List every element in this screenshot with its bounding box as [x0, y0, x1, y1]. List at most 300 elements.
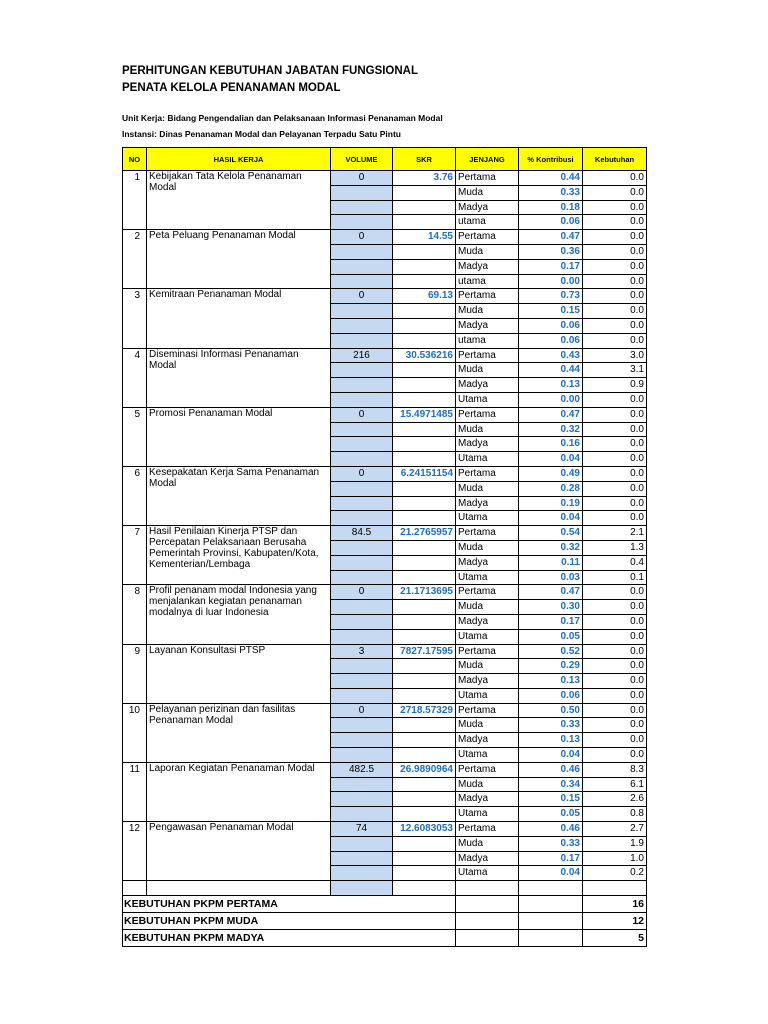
skr-cell [393, 733, 456, 748]
jenjang-cell: Madya [456, 792, 519, 807]
skr-cell [393, 570, 456, 585]
volume-cell [331, 688, 393, 703]
skr-cell: 6.24151154 [393, 466, 456, 481]
skr-cell [393, 614, 456, 629]
row-number: 9 [123, 644, 147, 703]
table-row [123, 585, 647, 600]
empty-cell [519, 881, 583, 896]
kebutuhan-cell: 0.0 [583, 703, 647, 718]
row-number: 3 [123, 289, 147, 348]
jenjang-cell: Pertama [456, 703, 519, 718]
jenjang-cell: Utama [456, 392, 519, 407]
kebutuhan-cell: 2.1 [583, 526, 647, 541]
skr-cell [393, 866, 456, 881]
volume-cell [331, 807, 393, 822]
kontribusi-cell: 0.73 [519, 289, 583, 304]
empty-cell [123, 881, 147, 896]
skr-cell: 7827.17595 [393, 644, 456, 659]
kebutuhan-cell: 0.0 [583, 748, 647, 763]
kebutuhan-cell: 0.0 [583, 629, 647, 644]
kontribusi-cell: 0.32 [519, 422, 583, 437]
skr-cell [393, 511, 456, 526]
kebutuhan-cell: 0.0 [583, 318, 647, 333]
hasil-kerja-cell: Laporan Kegiatan Penanaman Modal [147, 762, 331, 821]
kontribusi-cell: 0.13 [519, 378, 583, 393]
total-label: KEBUTUHAN PKPM MADYA [123, 930, 456, 947]
skr-cell [393, 378, 456, 393]
kontribusi-cell: 0.33 [519, 718, 583, 733]
row-number: 10 [123, 703, 147, 762]
volume-cell: 482.5 [331, 762, 393, 777]
skr-cell [393, 674, 456, 689]
kontribusi-cell: 0.19 [519, 496, 583, 511]
volume-cell: 0 [331, 703, 393, 718]
jenjang-cell: Muda [456, 481, 519, 496]
jenjang-cell: Madya [456, 851, 519, 866]
total-value: 12 [583, 913, 647, 930]
skr-cell [393, 244, 456, 259]
kontribusi-cell: 0.46 [519, 822, 583, 837]
jenjang-cell: Muda [456, 659, 519, 674]
jenjang-cell: Madya [456, 259, 519, 274]
row-number: 4 [123, 348, 147, 407]
skr-cell [393, 392, 456, 407]
skr-cell [393, 215, 456, 230]
empty-cell [519, 896, 583, 913]
table-row [123, 171, 647, 186]
kontribusi-cell: 0.44 [519, 363, 583, 378]
skr-cell [393, 274, 456, 289]
skr-cell: 12.6083053 [393, 822, 456, 837]
skr-cell [393, 452, 456, 467]
kebutuhan-cell: 0.0 [583, 200, 647, 215]
jenjang-cell: Pertama [456, 585, 519, 600]
table-row [123, 466, 647, 481]
jenjang-cell: Muda [456, 304, 519, 319]
volume-cell: 216 [331, 348, 393, 363]
skr-cell [393, 185, 456, 200]
table-body [123, 171, 647, 947]
kontribusi-cell: 0.17 [519, 851, 583, 866]
jenjang-cell: utama [456, 274, 519, 289]
hasil-kerja-cell: Pelayanan perizinan dan fasilitas Penanaman Modal [147, 703, 331, 762]
table-row [123, 644, 647, 659]
kebutuhan-cell: 0.0 [583, 230, 647, 245]
volume-cell [331, 333, 393, 348]
volume-cell [331, 511, 393, 526]
jenjang-cell: Utama [456, 452, 519, 467]
kontribusi-cell: 0.04 [519, 452, 583, 467]
kebutuhan-cell: 0.0 [583, 437, 647, 452]
instansi-label: Instansi: Dinas Penanaman Modal dan Pelayanan Terpadu Satu Pintu [122, 129, 401, 139]
volume-cell [331, 851, 393, 866]
skr-cell [393, 422, 456, 437]
skr-cell [393, 851, 456, 866]
total-row [123, 930, 647, 947]
total-label: KEBUTUHAN PKPM MUDA [123, 913, 456, 930]
volume-cell [331, 748, 393, 763]
kontribusi-cell: 0.03 [519, 570, 583, 585]
skr-cell [393, 318, 456, 333]
kebutuhan-cell: 8.3 [583, 762, 647, 777]
kontribusi-cell: 0.05 [519, 807, 583, 822]
table-row [123, 289, 647, 304]
skr-cell [393, 688, 456, 703]
jenjang-cell: utama [456, 333, 519, 348]
volume-cell [331, 244, 393, 259]
volume-cell [331, 200, 393, 215]
hasil-kerja-cell: Layanan Konsultasi PTSP [147, 644, 331, 703]
skr-cell: 21.2765957 [393, 526, 456, 541]
skr-cell [393, 629, 456, 644]
kontribusi-cell: 0.06 [519, 318, 583, 333]
volume-cell [331, 452, 393, 467]
kebutuhan-cell: 0.0 [583, 215, 647, 230]
kebutuhan-cell: 0.1 [583, 570, 647, 585]
jenjang-cell: Utama [456, 688, 519, 703]
skr-cell: 26.9890964 [393, 762, 456, 777]
skr-cell [393, 836, 456, 851]
header-kontribusi: % Kontribusi [519, 148, 583, 171]
jenjang-cell: Muda [456, 363, 519, 378]
kebutuhan-cell: 0.0 [583, 452, 647, 467]
jenjang-cell: Utama [456, 807, 519, 822]
kontribusi-cell: 0.32 [519, 540, 583, 555]
volume-cell [331, 274, 393, 289]
total-label: KEBUTUHAN PKPM PERTAMA [123, 896, 456, 913]
kebutuhan-cell: 3.1 [583, 363, 647, 378]
row-number: 12 [123, 822, 147, 881]
total-value: 16 [583, 896, 647, 913]
kontribusi-cell: 0.04 [519, 866, 583, 881]
kebutuhan-cell: 0.0 [583, 511, 647, 526]
header-no: NO [123, 148, 147, 171]
kebutuhan-cell: 0.0 [583, 422, 647, 437]
volume-cell: 0 [331, 289, 393, 304]
jenjang-cell: Pertama [456, 348, 519, 363]
kontribusi-cell: 0.18 [519, 200, 583, 215]
jenjang-cell: Madya [456, 555, 519, 570]
total-row [123, 913, 647, 930]
volume-cell [331, 318, 393, 333]
row-number: 1 [123, 171, 147, 230]
skr-cell [393, 600, 456, 615]
kontribusi-cell: 0.05 [519, 629, 583, 644]
table-row [123, 348, 647, 363]
volume-cell: 84.5 [331, 526, 393, 541]
empty-cell [393, 881, 456, 896]
kebutuhan-cell: 2.7 [583, 822, 647, 837]
table-row [123, 822, 647, 837]
volume-cell [331, 659, 393, 674]
kebutuhan-cell: 1.9 [583, 836, 647, 851]
skr-cell [393, 333, 456, 348]
table-row [123, 762, 647, 777]
volume-cell [331, 777, 393, 792]
kontribusi-cell: 0.44 [519, 171, 583, 186]
kontribusi-cell: 0.47 [519, 407, 583, 422]
kontribusi-cell: 0.15 [519, 792, 583, 807]
jenjang-cell: Pertama [456, 762, 519, 777]
empty-cell [519, 913, 583, 930]
hasil-kerja-cell: Pengawasan Penanaman Modal [147, 822, 331, 881]
jenjang-cell: Utama [456, 748, 519, 763]
unit-kerja-label: Unit Kerja: Bidang Pengendalian dan Pelaksanaan Informasi Penanaman Modal [122, 113, 443, 123]
hasil-kerja-cell: Kemitraan Penanaman Modal [147, 289, 331, 348]
hasil-kerja-cell: Profil penanam modal Indonesia yang menjalankan kegiatan penanaman modalnya di luar Indonesia [147, 585, 331, 644]
jenjang-cell: Pertama [456, 289, 519, 304]
kebutuhan-cell: 0.0 [583, 718, 647, 733]
skr-cell: 3.76 [393, 171, 456, 186]
header-volume: VOLUME [331, 148, 393, 171]
doc-title-line1: PERHITUNGAN KEBUTUHAN JABATAN FUNGSIONAL [122, 65, 419, 77]
kontribusi-cell: 0.47 [519, 585, 583, 600]
kontribusi-cell: 0.16 [519, 437, 583, 452]
jenjang-cell: utama [456, 215, 519, 230]
volume-cell [331, 555, 393, 570]
volume-cell [331, 866, 393, 881]
kebutuhan-cell: 0.0 [583, 659, 647, 674]
volume-cell [331, 259, 393, 274]
jenjang-cell: Muda [456, 540, 519, 555]
jenjang-cell: Madya [456, 614, 519, 629]
kebutuhan-cell: 6.1 [583, 777, 647, 792]
hasil-kerja-cell: Diseminasi Informasi Penanaman Modal [147, 348, 331, 407]
empty-cell [147, 881, 331, 896]
jenjang-cell: Madya [456, 378, 519, 393]
jenjang-cell: Madya [456, 437, 519, 452]
hasil-kerja-cell: Peta Peluang Penanaman Modal [147, 230, 331, 289]
jenjang-cell: Pertama [456, 822, 519, 837]
empty-cell [456, 930, 519, 947]
jenjang-cell: Muda [456, 777, 519, 792]
kontribusi-cell: 0.00 [519, 392, 583, 407]
skr-cell [393, 496, 456, 511]
kontribusi-cell: 0.04 [519, 748, 583, 763]
jenjang-cell: Utama [456, 866, 519, 881]
skr-cell [393, 259, 456, 274]
total-value: 5 [583, 930, 647, 947]
kontribusi-cell: 0.11 [519, 555, 583, 570]
kebutuhan-cell: 0.0 [583, 496, 647, 511]
jenjang-cell: Muda [456, 836, 519, 851]
kebutuhan-cell: 0.2 [583, 866, 647, 881]
kontribusi-cell: 0.06 [519, 333, 583, 348]
jenjang-cell: Pertama [456, 171, 519, 186]
table-row [123, 230, 647, 245]
kontribusi-cell: 0.47 [519, 230, 583, 245]
skr-cell [393, 481, 456, 496]
skr-cell: 14.55 [393, 230, 456, 245]
kebutuhan-cell: 0.0 [583, 244, 647, 259]
row-number: 11 [123, 762, 147, 821]
kebutuhan-cell: 0.0 [583, 274, 647, 289]
row-number: 5 [123, 407, 147, 466]
kontribusi-cell: 0.49 [519, 466, 583, 481]
kontribusi-cell: 0.46 [519, 762, 583, 777]
kontribusi-cell: 0.33 [519, 185, 583, 200]
skr-cell [393, 748, 456, 763]
kontribusi-cell: 0.34 [519, 777, 583, 792]
row-number: 7 [123, 526, 147, 585]
kebutuhan-cell: 0.8 [583, 807, 647, 822]
kebutuhan-cell: 0.0 [583, 289, 647, 304]
volume-cell [331, 600, 393, 615]
kebutuhan-cell: 0.0 [583, 733, 647, 748]
volume-cell: 0 [331, 171, 393, 186]
volume-cell [331, 496, 393, 511]
kebutuhan-cell: 0.0 [583, 407, 647, 422]
kontribusi-cell: 0.17 [519, 259, 583, 274]
doc-title-line2: PENATA KELOLA PENANAMAN MODAL [122, 82, 341, 94]
volume-cell [331, 185, 393, 200]
skr-cell [393, 304, 456, 319]
volume-cell [331, 836, 393, 851]
kebutuhan-cell: 0.0 [583, 600, 647, 615]
header-hasil-kerja: HASIL KERJA [147, 148, 331, 171]
volume-cell [331, 718, 393, 733]
skr-cell [393, 777, 456, 792]
skr-cell: 2718.57329 [393, 703, 456, 718]
jenjang-cell: Utama [456, 511, 519, 526]
skr-cell: 69.13 [393, 289, 456, 304]
skr-cell [393, 540, 456, 555]
header-kebutuhan: Kebutuhan [583, 148, 647, 171]
skr-cell [393, 200, 456, 215]
header-skr: SKR [393, 148, 456, 171]
header-jenjang: JENJANG [456, 148, 519, 171]
volume-cell [331, 304, 393, 319]
skr-cell [393, 363, 456, 378]
empty-cell [519, 930, 583, 947]
skr-cell: 30.536216 [393, 348, 456, 363]
kebutuhan-cell: 0.9 [583, 378, 647, 393]
kebutuhan-cell: 0.0 [583, 614, 647, 629]
kontribusi-cell: 0.36 [519, 244, 583, 259]
volume-cell [331, 674, 393, 689]
kontribusi-cell: 0.43 [519, 348, 583, 363]
row-number: 8 [123, 585, 147, 644]
kebutuhan-cell: 0.0 [583, 171, 647, 186]
hasil-kerja-cell: Kesepakatan Kerja Sama Penanaman Modal [147, 466, 331, 525]
skr-cell [393, 807, 456, 822]
spacer-row [123, 881, 647, 896]
kontribusi-cell: 0.04 [519, 511, 583, 526]
kontribusi-cell: 0.13 [519, 674, 583, 689]
kontribusi-cell: 0.54 [519, 526, 583, 541]
kebutuhan-cell: 0.0 [583, 688, 647, 703]
jenjang-cell: Muda [456, 718, 519, 733]
jenjang-cell: Madya [456, 318, 519, 333]
kebutuhan-cell: 0.0 [583, 466, 647, 481]
volume-cell [331, 215, 393, 230]
jenjang-cell: Muda [456, 185, 519, 200]
kebutuhan-cell: 0.0 [583, 185, 647, 200]
jenjang-cell: Pertama [456, 526, 519, 541]
volume-cell: 0 [331, 407, 393, 422]
kontribusi-cell: 0.06 [519, 688, 583, 703]
jenjang-cell: Utama [456, 570, 519, 585]
skr-cell [393, 437, 456, 452]
jenjang-cell: Pertama [456, 466, 519, 481]
kebutuhan-cell: 0.0 [583, 259, 647, 274]
row-number: 6 [123, 466, 147, 525]
skr-cell [393, 555, 456, 570]
jenjang-cell: Madya [456, 200, 519, 215]
kebutuhan-cell: 1.3 [583, 540, 647, 555]
kebutuhan-cell: 2.6 [583, 792, 647, 807]
volume-cell: 3 [331, 644, 393, 659]
kontribusi-cell: 0.28 [519, 481, 583, 496]
table-row [123, 526, 647, 541]
volume-cell [331, 881, 393, 896]
skr-cell: 21.1713695 [393, 585, 456, 600]
kontribusi-cell: 0.15 [519, 304, 583, 319]
kontribusi-cell: 0.00 [519, 274, 583, 289]
empty-cell [583, 881, 647, 896]
kontribusi-cell: 0.30 [519, 600, 583, 615]
row-number: 2 [123, 230, 147, 289]
kontribusi-cell: 0.50 [519, 703, 583, 718]
volume-cell: 0 [331, 466, 393, 481]
kebutuhan-cell: 0.0 [583, 333, 647, 348]
kebutuhan-cell: 0.0 [583, 304, 647, 319]
empty-cell [456, 913, 519, 930]
kebutuhan-cell: 0.0 [583, 674, 647, 689]
kebutuhan-cell: 0.0 [583, 644, 647, 659]
volume-cell [331, 363, 393, 378]
empty-cell [456, 896, 519, 913]
skr-cell [393, 792, 456, 807]
kebutuhan-table [122, 147, 647, 947]
kontribusi-cell: 0.29 [519, 659, 583, 674]
volume-cell [331, 792, 393, 807]
jenjang-cell: Madya [456, 496, 519, 511]
kontribusi-cell: 0.17 [519, 614, 583, 629]
kebutuhan-cell: 3.0 [583, 348, 647, 363]
jenjang-cell: Muda [456, 244, 519, 259]
volume-cell: 74 [331, 822, 393, 837]
table-row [123, 703, 647, 718]
hasil-kerja-cell: Hasil Penilaian Kinerja PTSP dan Percepatan Pelaksanaan Berusaha Pemerintah Provinsi, Kabupaten/Kota, Kementerian/Lembaga [147, 526, 331, 585]
jenjang-cell: Muda [456, 422, 519, 437]
kontribusi-cell: 0.52 [519, 644, 583, 659]
volume-cell [331, 614, 393, 629]
volume-cell [331, 378, 393, 393]
jenjang-cell: Muda [456, 600, 519, 615]
volume-cell [331, 392, 393, 407]
kebutuhan-cell: 0.0 [583, 585, 647, 600]
volume-cell [331, 733, 393, 748]
kontribusi-cell: 0.13 [519, 733, 583, 748]
volume-cell [331, 422, 393, 437]
total-row [123, 896, 647, 913]
volume-cell [331, 437, 393, 452]
volume-cell [331, 540, 393, 555]
hasil-kerja-cell: Promosi Penanaman Modal [147, 407, 331, 466]
table-row [123, 407, 647, 422]
volume-cell [331, 629, 393, 644]
jenjang-cell: Pertama [456, 407, 519, 422]
kebutuhan-cell: 0.0 [583, 481, 647, 496]
kontribusi-cell: 0.33 [519, 836, 583, 851]
jenjang-cell: Pertama [456, 644, 519, 659]
hasil-kerja-cell: Kebijakan Tata Kelola Penanaman Modal [147, 171, 331, 230]
volume-cell [331, 570, 393, 585]
volume-cell: 0 [331, 585, 393, 600]
skr-cell [393, 718, 456, 733]
kebutuhan-cell: 0.4 [583, 555, 647, 570]
